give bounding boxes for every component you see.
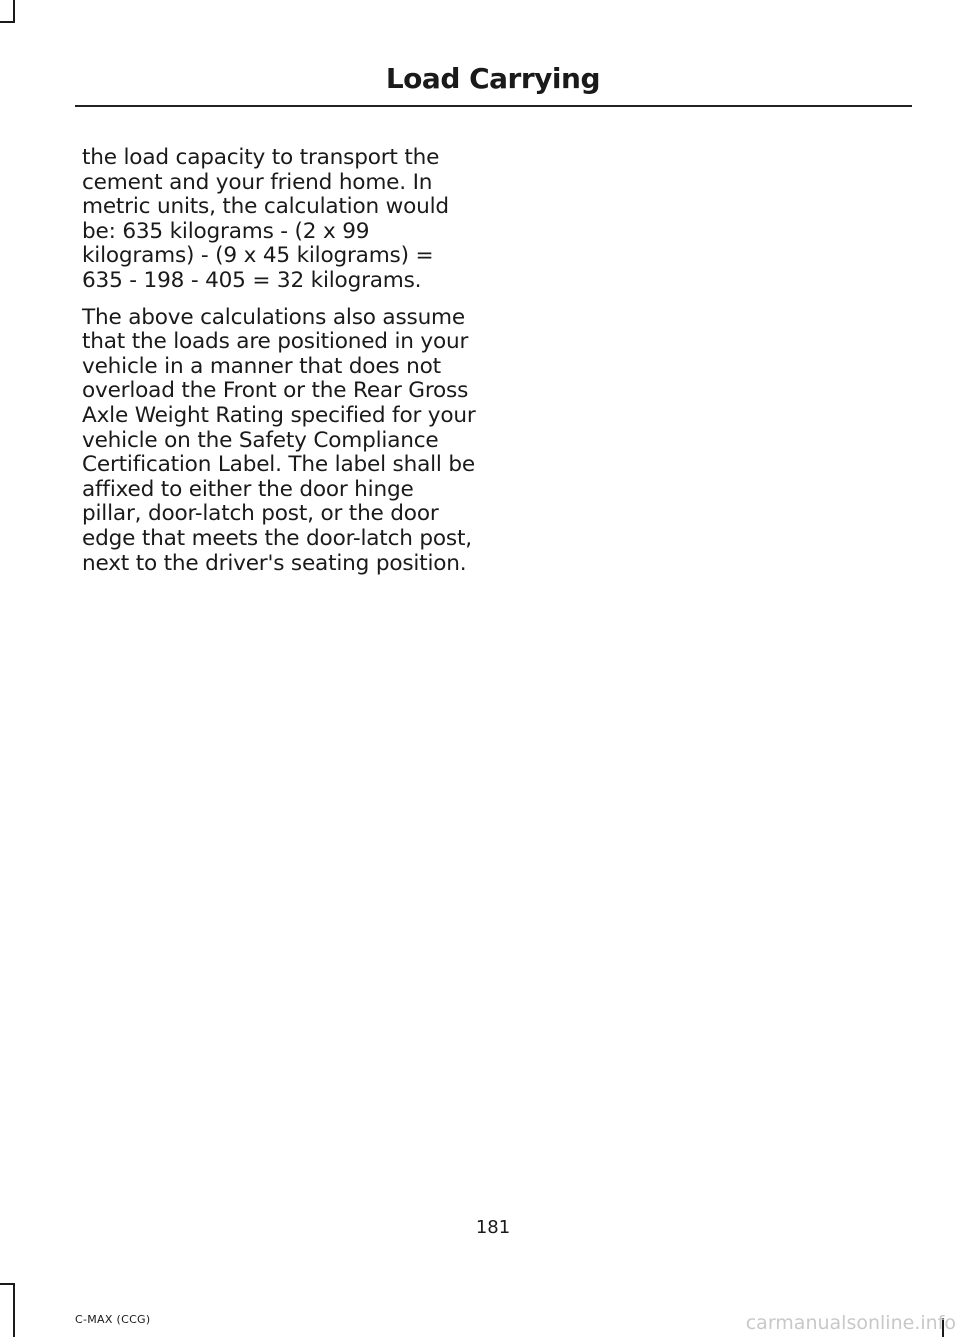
crop-mark-top-left-vertical — [13, 0, 15, 22]
text-column — [82, 146, 478, 588]
page-title: Load Carrying — [385, 62, 600, 95]
paragraph-calculation: the load capacity to transport the cement and your friend home. In metric units, the calculation would be: 635 kilograms - (2 x 99 kilograms) - (9 x 45 kilograms) = 635 - 198 - 405 = 32 kilograms. — [82, 145, 449, 293]
crop-mark-top-left-horizontal — [0, 21, 15, 23]
crop-mark-bottom-left-vertical — [13, 1283, 15, 1337]
crop-mark-bottom-left-horizontal — [0, 1283, 15, 1285]
page-number: 181 — [475, 1217, 511, 1238]
model-label: C-MAX (CCG) — [75, 1313, 151, 1326]
header-divider — [75, 105, 912, 107]
paragraph-load-position: The above calculations also assume that the loads are positioned in your vehicle in a manner that does not overload the Front or the Rear Gross Axle Weight Rating specified for your vehicle on the Safety Compliance Certification Label. The label shall be affixed to either the door hinge pillar, door-latch post, or the door edge that meets the door-latch post, next to the driver's seating position. — [82, 304, 476, 576]
watermark-text: carmanualsonline.info — [745, 1312, 956, 1334]
